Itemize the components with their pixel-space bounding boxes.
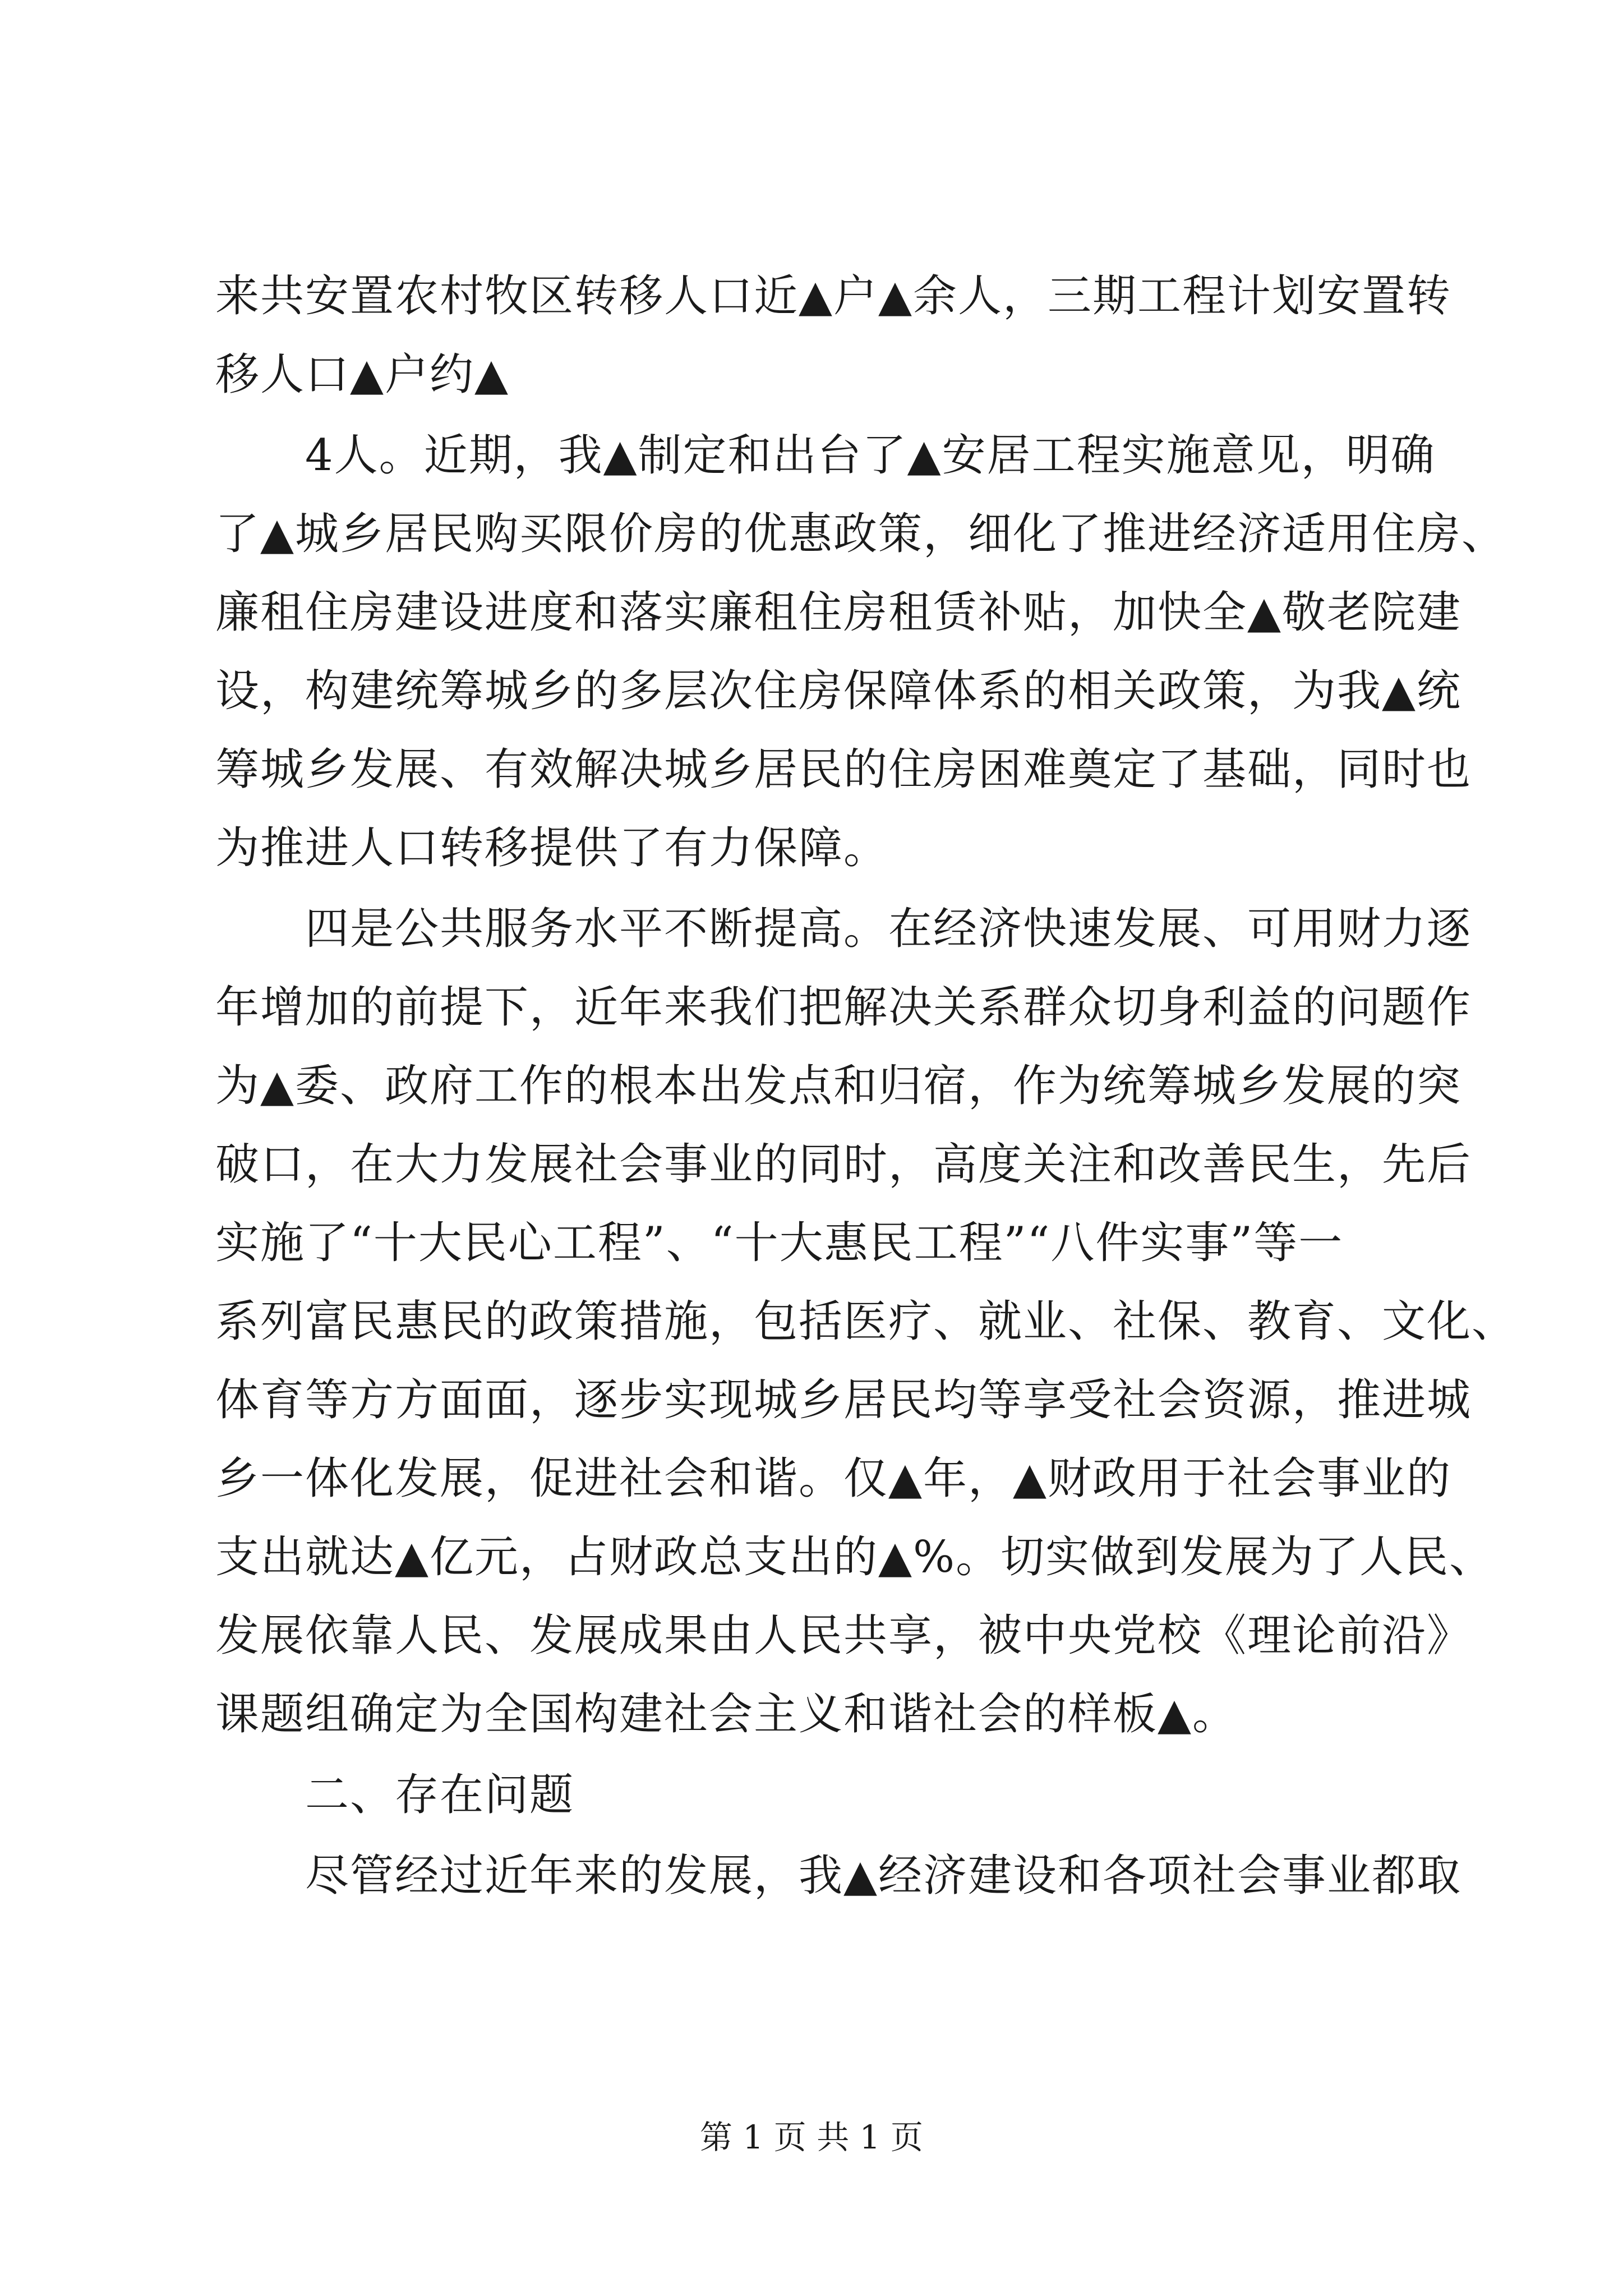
text-line: 破口，在大力发展社会事业的同时，高度关注和改善民生，先后: [215, 1139, 1472, 1190]
section-heading: 二、存在问题: [215, 1770, 575, 1820]
text-line: 了▲城乡居民购买限价房的优惠政策，细化了推进经济适用住房、: [215, 509, 1506, 559]
text-line: 实施了“十大民心工程”、“十大惠民工程”“八件实事”等一: [215, 1218, 1344, 1268]
text-line: 乡一体化发展，促进社会和谐。仅▲年，▲财政用于社会事业的: [215, 1453, 1451, 1504]
text-line: 年增加的前提下，近年来我们把解决关系群众切身利益的问题作: [215, 982, 1472, 1033]
text-line: 课题组确定为全国构建社会主义和谐社会的样板▲。: [215, 1689, 1237, 1740]
text-line: 4人。近期，我▲制定和出台了▲安居工程实施意见，明确: [215, 430, 1436, 481]
text-line: 支出就达▲亿元，占财政总支出的▲%。切实做到发展为了人民、: [215, 1532, 1495, 1582]
text-line: 设，构建统筹城乡的多层次住房保障体系的相关政策，为我▲统: [215, 666, 1461, 716]
text-line: 尽管经过近年来的发展，我▲经济建设和各项社会事业都取: [215, 1851, 1461, 1901]
text-line: 为推进人口转移提供了有力保障。: [215, 823, 889, 873]
text-line: 发展依靠人民、发展成果由人民共享，被中央党校《理论前沿》: [215, 1611, 1472, 1661]
text-line: 移人口▲户约▲: [215, 349, 509, 400]
text-line: 来共安置农村牧区转移人口近▲户▲余人，三期工程计划安置转: [215, 271, 1451, 321]
text-line: 廉租住房建设进度和落实廉租住房租赁补贴，加快全▲敬老院建: [215, 587, 1461, 638]
text-line: 体育等方方面面，逐步实现城乡居民均等享受社会资源，推进城: [215, 1375, 1472, 1425]
text-line: 系列富民惠民的政策措施，包括医疗、就业、社保、教育、文化、: [215, 1296, 1517, 1347]
text-line: 筹城乡发展、有效解决城乡居民的住房困难奠定了基础，同时也: [215, 744, 1472, 795]
page-footer: 第 1 页 共 1 页: [700, 2118, 923, 2156]
text-line: 四是公共服务水平不断提高。在经济快速发展、可用财力逐: [215, 904, 1472, 954]
text-line: 为▲委、政府工作的根本出发点和归宿，作为统筹城乡发展的突: [215, 1061, 1461, 1111]
